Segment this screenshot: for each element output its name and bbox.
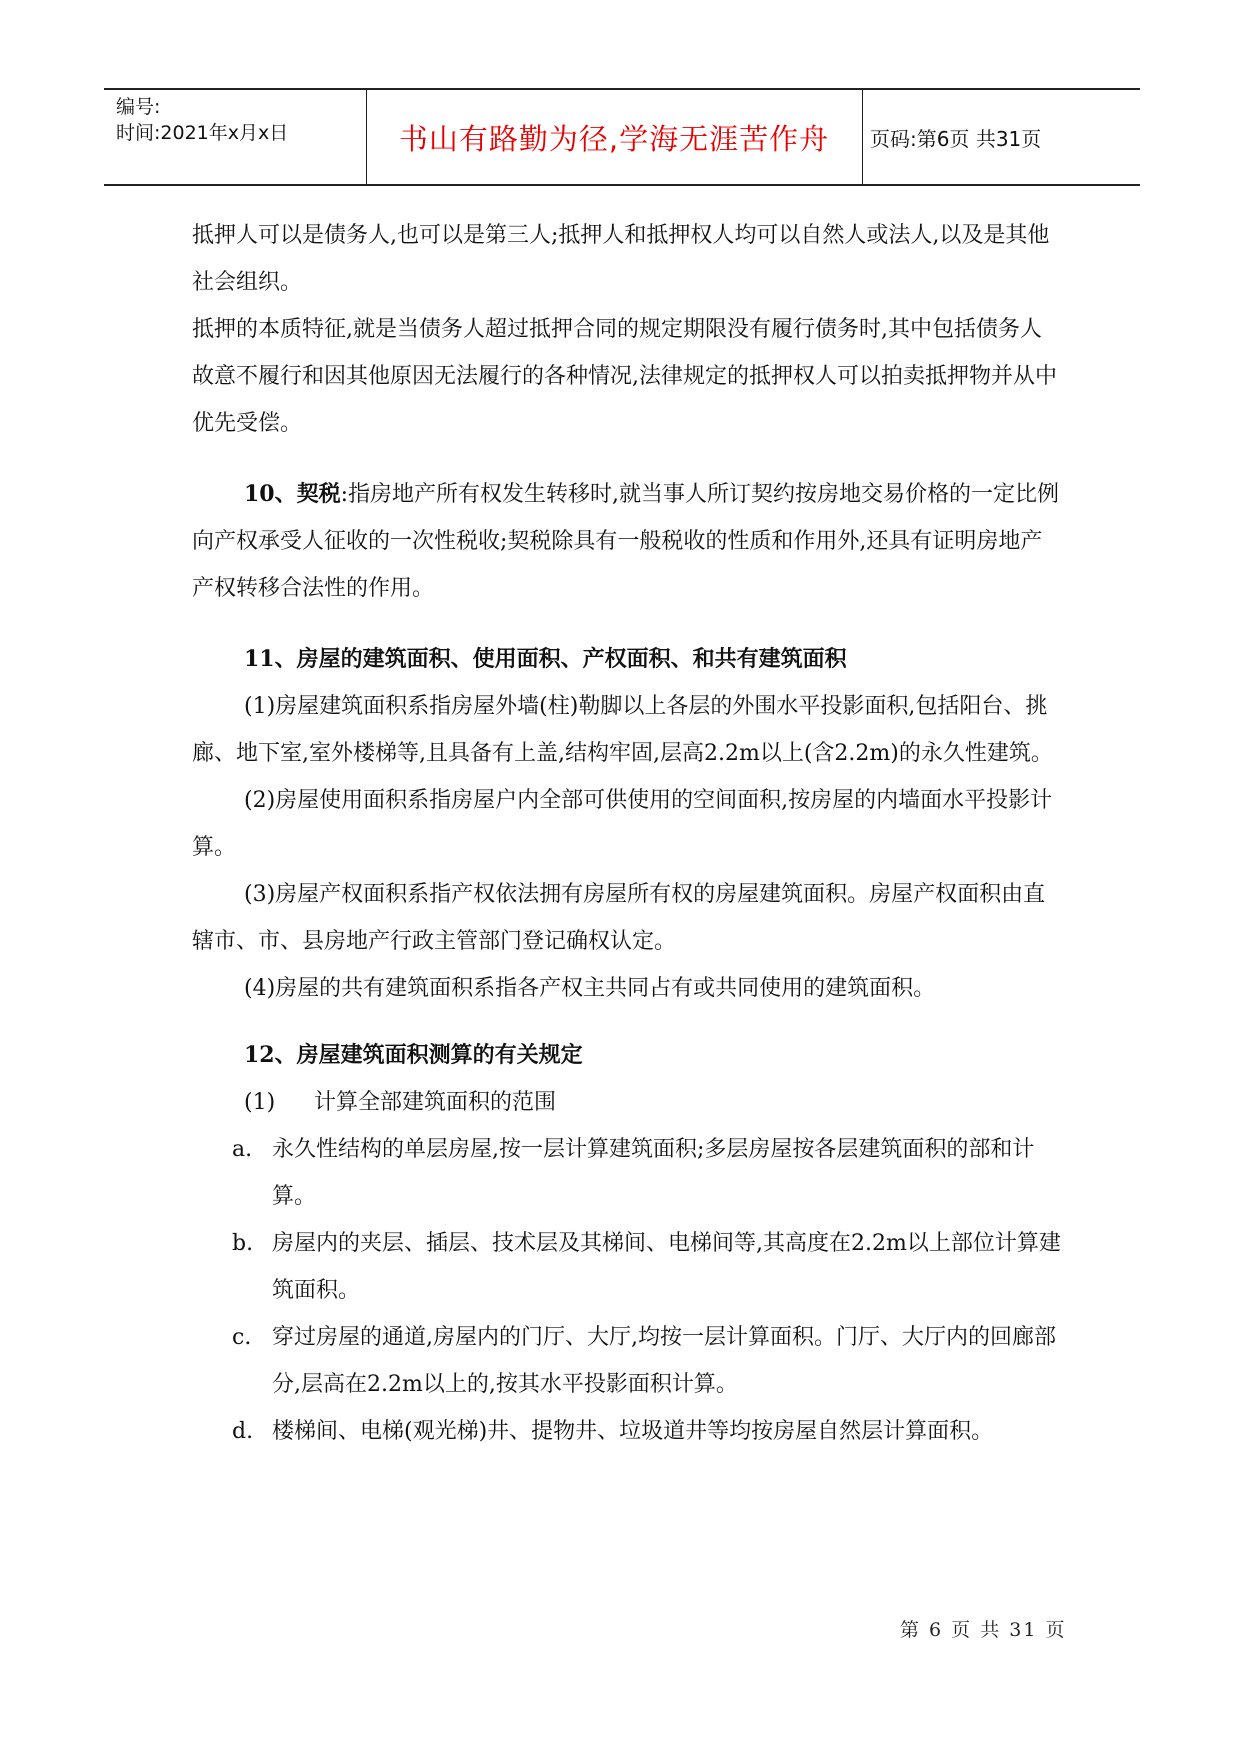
- paragraph-mortgage-essence: 抵押的本质特征,就是当债务人超过抵押合同的规定期限没有履行债务时,其中包括债务人故意不履行和因其他原因无法履行的各种情况,法律规定的抵押权人可以拍卖抵押物并从中优先受偿。: [192, 317, 1057, 436]
- header-page-number: 页码:第6页 共31页: [870, 126, 1042, 151]
- page-header: [104, 88, 1140, 186]
- section-12-sub-number: (1): [244, 1090, 276, 1115]
- list-item: [192, 1220, 1062, 1314]
- list-marker: d.: [232, 1419, 254, 1444]
- section-10-deed-tax: [192, 471, 1062, 612]
- paragraph-mortgagor: 抵押人可以是债务人,也可以是第三人;抵押人和抵押权人均可以自然人或法人,以及是其他社会组织。: [192, 223, 1050, 295]
- section-12-sub-text: 计算全部建筑面积的范围: [314, 1090, 557, 1115]
- time-label: 时间:2021年x月x日: [116, 122, 289, 144]
- header-meta: [116, 94, 288, 146]
- list-marker: a.: [232, 1137, 253, 1162]
- list-marker: c.: [232, 1325, 252, 1350]
- section-11-item-4: (4)房屋的共有建筑面积系指各产权主共同占有或共同使用的建筑面积。: [244, 976, 936, 1001]
- section-11-item-3: (3)房屋产权面积系指产权依法拥有房屋所有权的房屋建筑面积。房屋产权面积由直辖市、市、县房地产行政主管部门登记确权认定。: [192, 882, 1046, 954]
- list-marker: b.: [232, 1231, 254, 1256]
- list-item-text: 永久性结构的单层房屋,按一层计算建筑面积;多层房屋按各层建筑面积的部和计算。: [272, 1137, 1035, 1209]
- page-footer: 第 6 页 共 31 页: [900, 1619, 1067, 1641]
- document-body: [192, 212, 1062, 1455]
- header-motto: 书山有路勤为径,学海无涯苦作舟: [398, 121, 830, 156]
- header-divider-right: [862, 90, 863, 184]
- list-item: [192, 1408, 1062, 1455]
- list-item-text: 穿过房屋的通道,房屋内的门厅、大厅,均按一层计算面积。门厅、大厅内的回廊部分,层高在2.2m以上的,按其水平投影面积计算。: [272, 1325, 1056, 1397]
- list-item-text: 楼梯间、电梯(观光梯)井、提物井、垃圾道井等均按房屋自然层计算面积。: [272, 1419, 994, 1444]
- serial-number-label: 编号:: [116, 96, 161, 118]
- section-12-title: 12、房屋建筑面积测算的有关规定: [244, 1042, 583, 1068]
- section-11-item-2: (2)房屋使用面积系指房屋户内全部可供使用的空间面积,按房屋的内墙面水平投影计算。: [192, 788, 1053, 860]
- list-item-text: 房屋内的夹层、插层、技术层及其梯间、电梯间等,其高度在2.2m以上部位计算建筑面积。: [272, 1231, 1061, 1303]
- list-item: [192, 1314, 1062, 1408]
- list-item: [192, 1126, 1062, 1220]
- section-10-body: :指房地产所有权发生转移时,就当事人所订契约按房地交易价格的一定比例向产权承受人征收的一次性税收;契税除具有一般税收的性质和作用外,还具有证明房地产产权转移合法性的作用。: [192, 482, 1060, 601]
- section-11-title: 11、房屋的建筑面积、使用面积、产权面积、和共有建筑面积: [244, 646, 847, 672]
- section-10-title: 10、契税: [244, 481, 341, 507]
- header-divider-left: [366, 90, 367, 184]
- section-12-subheading: [192, 1079, 1062, 1126]
- section-11-item-1: (1)房屋建筑面积系指房屋外墙(柱)勒脚以上各层的外围水平投影面积,包括阳台、挑廊、地下室,室外楼梯等,且具备有上盖,结构牢固,层高2.2m以上(含2.2m)的永久性建筑。: [192, 694, 1053, 766]
